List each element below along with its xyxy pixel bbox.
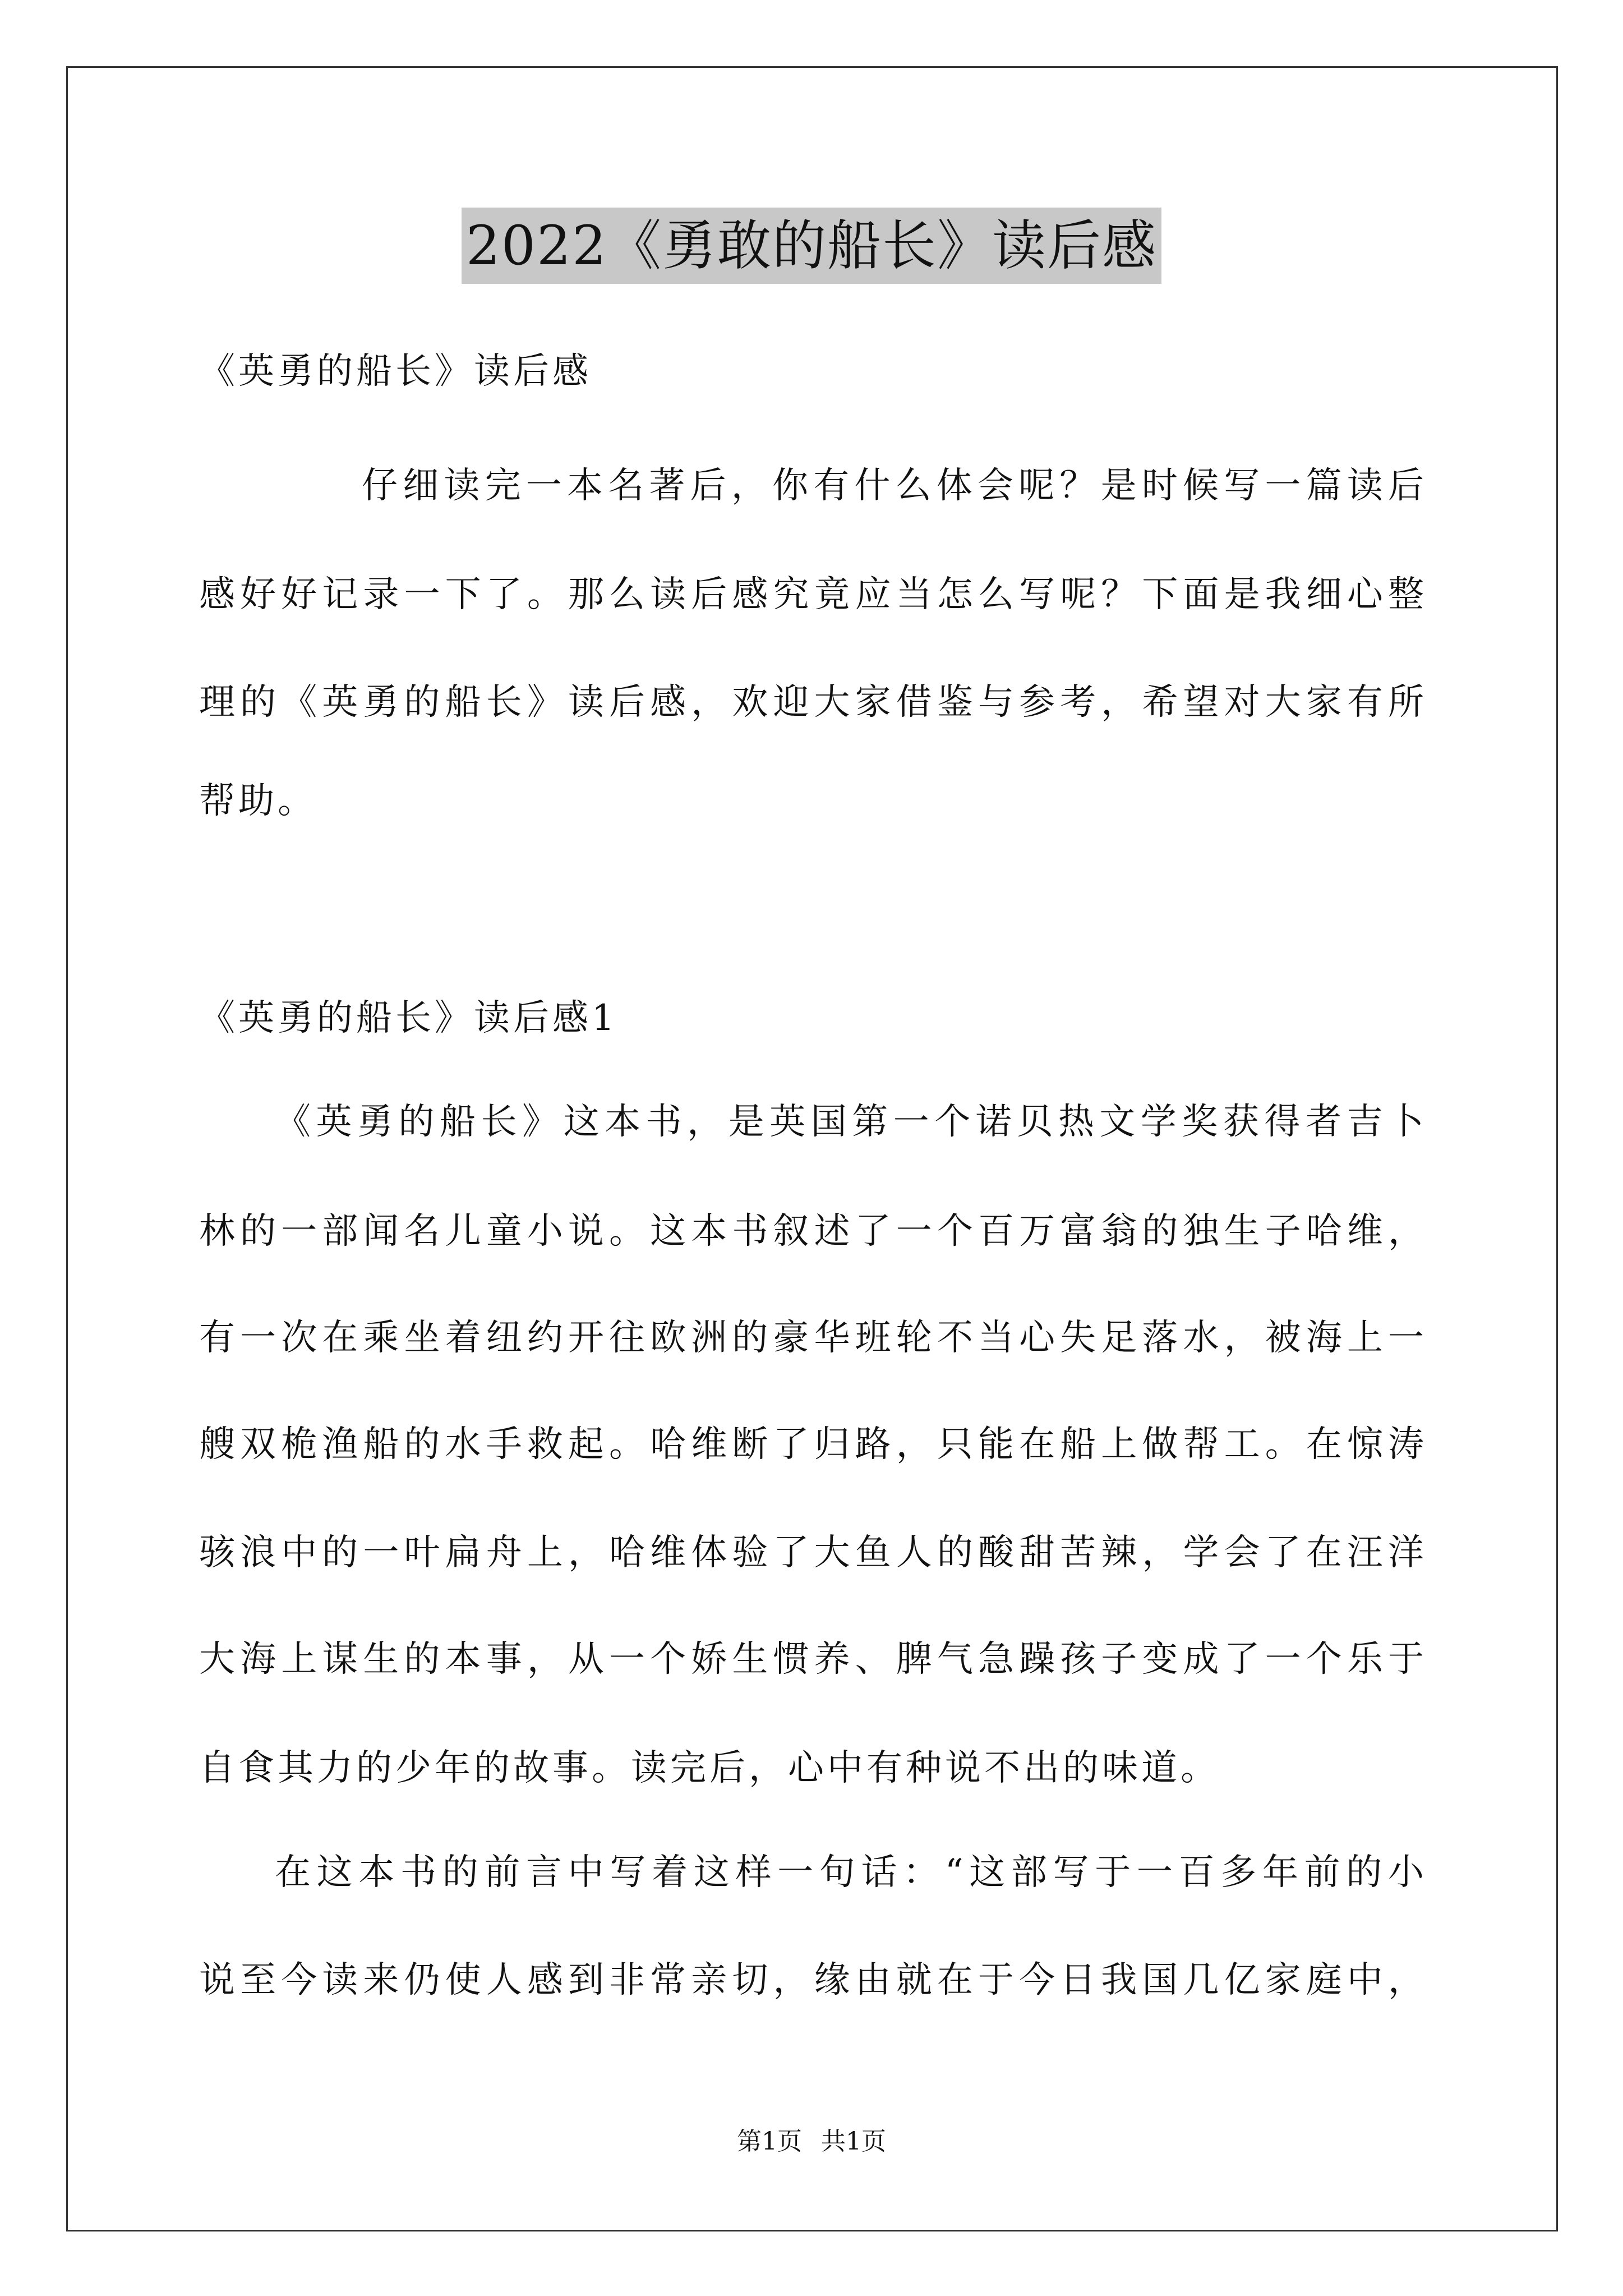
paragraph-line: 林的一部闻名儿童小说。这本书叙述了一个百万富翁的独生子哈维， xyxy=(199,1211,1427,1252)
title-container xyxy=(0,208,1623,284)
subtitle: 《英勇的船长》读后感 xyxy=(199,351,592,392)
section-heading: 《英勇的船长》读后感1 xyxy=(199,997,618,1039)
paragraph-line: 《英勇的船长》这本书，是英国第一个诺贝热文学奖获得者吉卜 xyxy=(275,1101,1427,1143)
page-footer xyxy=(0,2126,1623,2157)
intro-line: 帮助。 xyxy=(199,780,317,822)
paragraph-line: 骇浪中的一叶扁舟上，哈维体验了大鱼人的酸甜苦辣，学会了在汪洋 xyxy=(199,1532,1427,1573)
page-total: 共1页 xyxy=(821,2127,886,2156)
page-number: 第1页 xyxy=(737,2127,802,2156)
document-title: 2022《勇敢的船长》读后感 xyxy=(462,208,1161,284)
intro-line: 理的《英勇的船长》读后感，欢迎大家借鉴与参考，希望对大家有所 xyxy=(199,682,1427,723)
paragraph-line: 自食其力的少年的故事。读完后，心中有种说不出的味道。 xyxy=(199,1747,1220,1789)
paragraph-line: 艘双桅渔船的水手救起。哈维断了归路，只能在船上做帮工。在惊涛 xyxy=(199,1424,1427,1465)
paragraph-line: 在这本书的前言中写着这样一句话：“这部写于一百多年前的小 xyxy=(275,1852,1427,1893)
intro-line: 仔细读完一本名著后，你有什么体会呢？是时候写一篇读后 xyxy=(362,465,1427,507)
intro-line: 感好好记录一下了。那么读后感究竟应当怎么写呢？下面是我细心整 xyxy=(199,574,1427,615)
paragraph-line: 说至今读来仍使人感到非常亲切，缘由就在于今日我国几亿家庭中， xyxy=(199,1959,1427,2001)
paragraph-line: 有一次在乘坐着纽约开往欧洲的豪华班轮不当心失足落水，被海上一 xyxy=(199,1317,1427,1359)
paragraph-line: 大海上谋生的本事，从一个娇生惯养、脾气急躁孩子变成了一个乐于 xyxy=(199,1639,1427,1680)
